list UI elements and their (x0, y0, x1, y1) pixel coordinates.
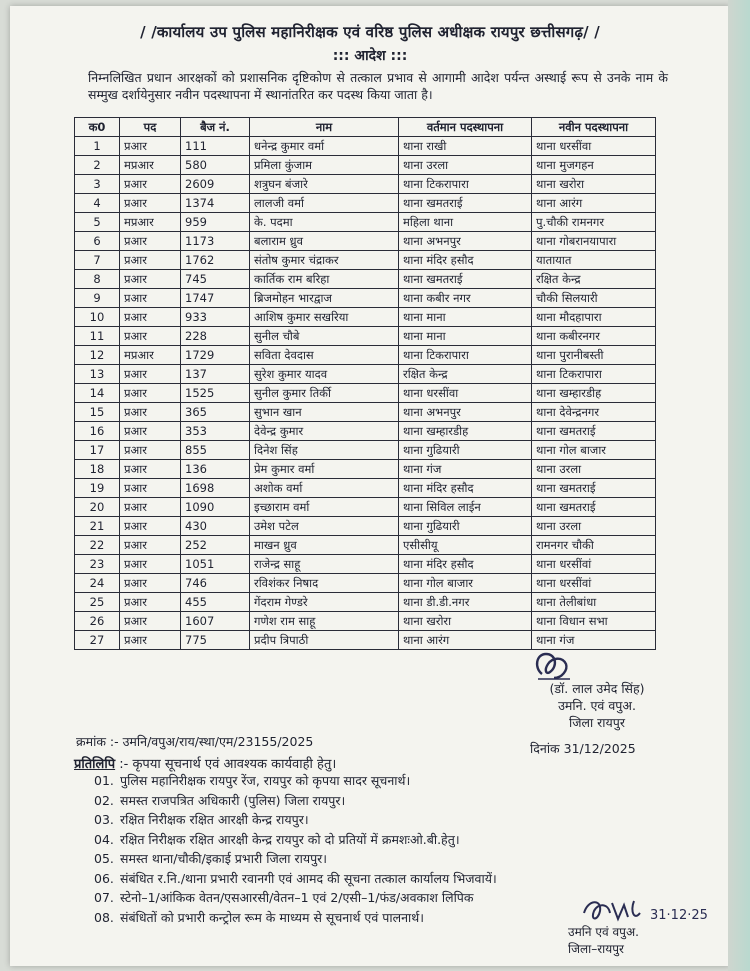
new-posting-cell: थाना खरोरा (532, 175, 656, 194)
current-posting-cell: थाना राखी (399, 137, 532, 156)
badge-cell: 1173 (181, 232, 250, 251)
new-posting-cell: थाना धरसींवां (532, 555, 656, 574)
table-row (75, 555, 656, 574)
new-posting-cell: थाना टिकरापारा (532, 365, 656, 384)
current-posting-cell: थाना कबीर नगर (399, 289, 532, 308)
office-title: / /कार्यालय उप पुलिस महानिरीक्षक एवं वरिष्ठ पुलिस अधीक्षक रायपुर छत्तीसगढ़/ / (140, 23, 600, 41)
table-row (75, 137, 656, 156)
list-item (94, 791, 694, 811)
new-posting-cell: थाना मौदहापारा (532, 308, 656, 327)
current-posting-cell: थाना अभनपुर (399, 403, 532, 422)
rank-cell: प्रआर (120, 574, 181, 593)
new-posting-cell: थाना कबीरनगर (532, 327, 656, 346)
list-item-number: 06. (94, 870, 114, 886)
list-item-number: 03. (94, 812, 114, 827)
badge-cell: 855 (181, 441, 250, 460)
rank-cell: प्रआर (120, 194, 181, 213)
column-header-serial: क0 (75, 118, 120, 137)
name-cell: इच्छाराम वर्मा (250, 498, 399, 517)
name-cell: प्रमिला कुंजाम (250, 156, 399, 175)
serial-cell: 16 (75, 422, 120, 441)
serial-cell: 14 (75, 384, 120, 403)
list-item (94, 810, 694, 830)
rank-cell: प्रआर (120, 270, 181, 289)
current-posting-cell: थाना माना (399, 308, 532, 327)
table-row (75, 175, 656, 194)
current-posting-cell: थाना डी.डी.नगर (399, 593, 532, 612)
rank-cell: प्रआर (120, 327, 181, 346)
table-row (75, 365, 656, 384)
table-row (75, 536, 656, 555)
badge-cell: 252 (181, 536, 250, 555)
serial-cell: 10 (75, 308, 120, 327)
signatory-district: जिला रायपुर (568, 715, 625, 730)
table-row (75, 232, 656, 251)
new-posting-cell: थाना उरला (532, 517, 656, 536)
current-posting-cell: थाना मंदिर हसौद (399, 251, 532, 270)
new-posting-cell: थाना आरंग (532, 194, 656, 213)
current-posting-cell: थाना गुढियारी (399, 441, 532, 460)
rank-cell: प्रआर (120, 612, 181, 631)
new-posting-cell: थाना गोबरानयापारा (532, 232, 656, 251)
serial-cell: 23 (75, 555, 120, 574)
badge-cell: 1525 (181, 384, 250, 403)
column-header-name: नाम (250, 118, 399, 137)
signature-image (528, 648, 578, 682)
new-posting-cell: थाना खमतराई (532, 422, 656, 441)
list-item (94, 849, 694, 869)
page-edge (728, 0, 750, 971)
rank-cell: प्रआर (120, 365, 181, 384)
svg-text:31·12·25: 31·12·25 (650, 908, 708, 923)
column-header-rank: पद (120, 118, 181, 137)
serial-cell: 24 (75, 574, 120, 593)
badge-cell: 580 (181, 156, 250, 175)
serial-cell: 9 (75, 289, 120, 308)
name-cell: अशोक वर्मा (250, 479, 399, 498)
name-cell: संतोष कुमार चंद्राकर (250, 251, 399, 270)
badge-cell: 365 (181, 403, 250, 422)
current-posting-cell: थाना खमतराई (399, 194, 532, 213)
list-item-text: संबंधित र.नि./थाना प्रभारी रवानगी एवं आमद की सूचना तत्काल कार्यालय भिजवायें। (120, 870, 497, 886)
badge-cell: 1607 (181, 612, 250, 631)
badge-cell: 136 (181, 460, 250, 479)
rank-cell: मप्रआर (120, 156, 181, 175)
name-cell: शत्रुघन बंजारे (250, 175, 399, 194)
new-posting-cell: थाना पुरानीबस्ती (532, 346, 656, 365)
name-cell: ब्रिजमोहन भारद्वाज (250, 289, 399, 308)
column-header-current-posting: वर्तमान पदस्थापना (399, 118, 532, 137)
rank-cell: प्रआर (120, 289, 181, 308)
serial-cell: 7 (75, 251, 120, 270)
current-posting-cell: एसीसीयू (399, 536, 532, 555)
serial-cell: 6 (75, 232, 120, 251)
column-header-badge: बैज नं. (181, 118, 250, 137)
new-posting-cell: रक्षित केन्द्र (532, 270, 656, 289)
name-cell: माखन ध्रुव (250, 536, 399, 555)
table-row (75, 289, 656, 308)
rank-cell: प्रआर (120, 498, 181, 517)
badge-cell: 1729 (181, 346, 250, 365)
list-item-text: पुलिस महानिरीक्षक रायपुर रेंज, रायपुर को कृपया सादर सूचनार्थ। (120, 773, 411, 788)
serial-cell: 11 (75, 327, 120, 346)
serial-cell: 5 (75, 213, 120, 232)
table-row (75, 593, 656, 612)
new-posting-cell: थाना खमतराई (532, 479, 656, 498)
name-cell: धनेन्द्र कुमार वर्मा (250, 137, 399, 156)
current-posting-cell: महिला थाना (399, 213, 532, 232)
new-posting-cell: थाना धरसींवां (532, 574, 656, 593)
serial-cell: 19 (75, 479, 120, 498)
list-item (94, 771, 694, 791)
current-posting-cell: थाना गोल बाजार (399, 574, 532, 593)
new-posting-cell: यातायात (532, 251, 656, 270)
name-cell: सविता देवदास (250, 346, 399, 365)
table-row (75, 574, 656, 593)
list-item-number: 02. (94, 792, 114, 808)
badge-cell: 745 (181, 270, 250, 289)
badge-cell: 1762 (181, 251, 250, 270)
name-cell: बलाराम ध्रुव (250, 232, 399, 251)
name-cell: उमेश पटेल (250, 517, 399, 536)
serial-cell: 20 (75, 498, 120, 517)
signatory-block (522, 680, 672, 731)
order-date: दिनांक 31/12/2025 (530, 741, 636, 756)
table-row (75, 194, 656, 213)
rank-cell: प्रआर (120, 403, 181, 422)
rank-cell: प्रआर (120, 422, 181, 441)
current-posting-cell: थाना टिकरापारा (399, 175, 532, 194)
list-item-text: समस्त राजपत्रित अधिकारी (पुलिस) जिला रायपुर। (120, 792, 346, 808)
new-posting-cell: थाना मुजगहन (532, 156, 656, 175)
rank-cell: प्रआर (120, 441, 181, 460)
rank-cell: प्रआर (120, 631, 181, 650)
list-item-text: स्टेनो–1/आंकिक वेतन/एसआरसी/वेतन–1 एवं 2/एसी–1/फंड/अवकाश लिपिक (120, 890, 474, 905)
name-cell: रविशंकर निषाद (250, 574, 399, 593)
table-row (75, 213, 656, 232)
name-cell: के. पदमा (250, 213, 399, 232)
signatory-name: (डॉ. लाल उमेद सिंह) (549, 681, 645, 696)
badge-cell: 1698 (181, 479, 250, 498)
rank-cell: प्रआर (120, 517, 181, 536)
list-item (94, 830, 694, 850)
name-cell: गेंदराम गेण्डरे (250, 593, 399, 612)
serial-cell: 22 (75, 536, 120, 555)
new-posting-cell: चौकी सिलयारी (532, 289, 656, 308)
current-posting-cell: थाना माना (399, 327, 532, 346)
current-posting-cell: थाना उरला (399, 156, 532, 175)
name-cell: सुनील कुमार तिर्की (250, 384, 399, 403)
footer-block (568, 924, 708, 958)
list-item-text: रक्षित निरीक्षक रक्षित आरक्षी केन्द्र रायपुर को दो प्रतियों में क्रमशःओ.बी.हेतु। (120, 831, 460, 847)
rank-cell: मप्रआर (120, 213, 181, 232)
rank-cell: प्रआर (120, 460, 181, 479)
badge-cell: 933 (181, 308, 250, 327)
name-cell: प्रदीप त्रिपाठी (250, 631, 399, 650)
new-posting-cell: थाना देवेन्द्रनगर (532, 403, 656, 422)
badge-cell: 2609 (181, 175, 250, 194)
serial-cell: 15 (75, 403, 120, 422)
new-posting-cell: पु.चौकी रामनगर (532, 213, 656, 232)
name-cell: गणेश राम साहू (250, 612, 399, 631)
table-row (75, 631, 656, 650)
current-posting-cell: थाना गुढियारी (399, 517, 532, 536)
serial-cell: 25 (75, 593, 120, 612)
table-row (75, 270, 656, 289)
badge-cell: 775 (181, 631, 250, 650)
current-posting-cell: थाना मंदिर हसौद (399, 479, 532, 498)
name-cell: सुरेश कुमार यादव (250, 365, 399, 384)
current-posting-cell: रक्षित केन्द्र (399, 365, 532, 384)
column-header-new-posting: नवीन पदस्थापना (532, 118, 656, 137)
new-posting-cell: थाना धरसींवा (532, 137, 656, 156)
rank-cell: प्रआर (120, 536, 181, 555)
order-title: ::: आदेश ::: (332, 48, 408, 64)
list-item-text: रक्षित निरीक्षक रक्षित आरक्षी केन्द्र रायपुर। (120, 812, 309, 827)
badge-cell: 1747 (181, 289, 250, 308)
name-cell: कार्तिक राम बरिहा (250, 270, 399, 289)
badge-cell: 746 (181, 574, 250, 593)
serial-cell: 1 (75, 137, 120, 156)
serial-cell: 26 (75, 612, 120, 631)
list-item-number: 04. (94, 831, 114, 847)
name-cell: प्रेम कुमार वर्मा (250, 460, 399, 479)
rank-cell: प्रआर (120, 593, 181, 612)
badge-cell: 959 (181, 213, 250, 232)
table-body (75, 137, 656, 650)
copy-to-heading (74, 754, 336, 772)
rank-cell: प्रआर (120, 251, 181, 270)
table-row (75, 460, 656, 479)
table-row (75, 308, 656, 327)
new-posting-cell: थाना गोल बाजार (532, 441, 656, 460)
footer-designation: उमनि एवं वपुअ. (568, 925, 639, 939)
copy-to-label: प्रतिलिपि (74, 757, 116, 772)
list-item (94, 869, 694, 889)
table-row (75, 403, 656, 422)
table-row (75, 384, 656, 403)
badge-cell: 1051 (181, 555, 250, 574)
serial-cell: 12 (75, 346, 120, 365)
transfer-table (74, 117, 656, 650)
rank-cell: प्रआर (120, 308, 181, 327)
serial-cell: 21 (75, 517, 120, 536)
table-row (75, 498, 656, 517)
badge-cell: 228 (181, 327, 250, 346)
copy-to-intro: :- कृपया सूचनार्थ एवं आवश्यक कार्यवाही हेतु। (119, 757, 337, 772)
list-item-number: 01. (94, 773, 114, 788)
rank-cell: प्रआर (120, 137, 181, 156)
list-item-text: समस्त थाना/चौकी/इकाई प्रभारी जिला रायपुर। (120, 851, 328, 866)
new-posting-cell: थाना विधान सभा (532, 612, 656, 631)
current-posting-cell: थाना खरोरा (399, 612, 532, 631)
table-row (75, 346, 656, 365)
table-row (75, 422, 656, 441)
name-cell: आशिष कुमार सखरिया (250, 308, 399, 327)
name-cell: देवेन्द्र कुमार (250, 422, 399, 441)
table-row (75, 612, 656, 631)
table-row (75, 251, 656, 270)
current-posting-cell: थाना गंज (399, 460, 532, 479)
badge-cell: 353 (181, 422, 250, 441)
rank-cell: प्रआर (120, 232, 181, 251)
table-row (75, 156, 656, 175)
name-cell: सुनील चौबे (250, 327, 399, 346)
rank-cell: प्रआर (120, 479, 181, 498)
table-row (75, 441, 656, 460)
current-posting-cell: थाना मंदिर हसौद (399, 555, 532, 574)
current-posting-cell: थाना सिविल लाईन (399, 498, 532, 517)
new-posting-cell: थाना खम्हारडीह (532, 384, 656, 403)
serial-cell: 4 (75, 194, 120, 213)
footer-district: जिला–रायपुर (568, 942, 624, 956)
serial-cell: 2 (75, 156, 120, 175)
reference-number: क्रमांक :- उमनि/वपुअ/राय/स्था/एम/23155/2025 (76, 734, 314, 749)
badge-cell: 1090 (181, 498, 250, 517)
new-posting-cell: थाना तेलीबांधा (532, 593, 656, 612)
list-item-number: 08. (94, 909, 114, 925)
list-item-text: संबंधितों को प्रभारी कन्ट्रोल रूम के माध्यम से सूचनार्थ एवं पालनार्थ। (120, 909, 424, 925)
new-posting-cell: थाना खमतराई (532, 498, 656, 517)
table-row (75, 479, 656, 498)
badge-cell: 1374 (181, 194, 250, 213)
name-cell: लालजी वर्मा (250, 194, 399, 213)
serial-cell: 18 (75, 460, 120, 479)
rank-cell: मप्रआर (120, 346, 181, 365)
name-cell: सुभान खान (250, 403, 399, 422)
current-posting-cell: थाना अभनपुर (399, 232, 532, 251)
serial-cell: 17 (75, 441, 120, 460)
new-posting-cell: थाना गंज (532, 631, 656, 650)
current-posting-cell: थाना खमतराई (399, 270, 532, 289)
serial-cell: 27 (75, 631, 120, 650)
name-cell: दिनेश सिंह (250, 441, 399, 460)
footer-signature-image (578, 893, 718, 927)
rank-cell: प्रआर (120, 555, 181, 574)
badge-cell: 137 (181, 365, 250, 384)
serial-cell: 8 (75, 270, 120, 289)
table-header-row (75, 118, 656, 137)
badge-cell: 455 (181, 593, 250, 612)
name-cell: राजेन्द्र साहू (250, 555, 399, 574)
badge-cell: 430 (181, 517, 250, 536)
table-row (75, 517, 656, 536)
serial-cell: 3 (75, 175, 120, 194)
signatory-designation: उमनि. एवं वपुअ. (558, 698, 636, 713)
rank-cell: प्रआर (120, 384, 181, 403)
list-item-number: 07. (94, 890, 114, 905)
list-item-number: 05. (94, 851, 114, 866)
new-posting-cell: रामनगर चौकी (532, 536, 656, 555)
current-posting-cell: थाना धरसींवा (399, 384, 532, 403)
new-posting-cell: थाना उरला (532, 460, 656, 479)
intro-paragraph: निम्नलिखित प्रधान आरक्षकों को प्रशासनिक दृष्टिकोण से तत्काल प्रभाव से आगामी आदेश पर्यन्त अस्थाई रूप से उनके नाम के सम्मुख दर्शायेनुसार नवीन पदस्थापना में स्थानांतरित कर पदस्थ किया जाता है। (88, 70, 668, 102)
badge-cell: 111 (181, 137, 250, 156)
table-row (75, 327, 656, 346)
current-posting-cell: थाना टिकरापारा (399, 346, 532, 365)
serial-cell: 13 (75, 365, 120, 384)
current-posting-cell: थाना खम्हारडीह (399, 422, 532, 441)
rank-cell: प्रआर (120, 175, 181, 194)
current-posting-cell: थाना आरंग (399, 631, 532, 650)
